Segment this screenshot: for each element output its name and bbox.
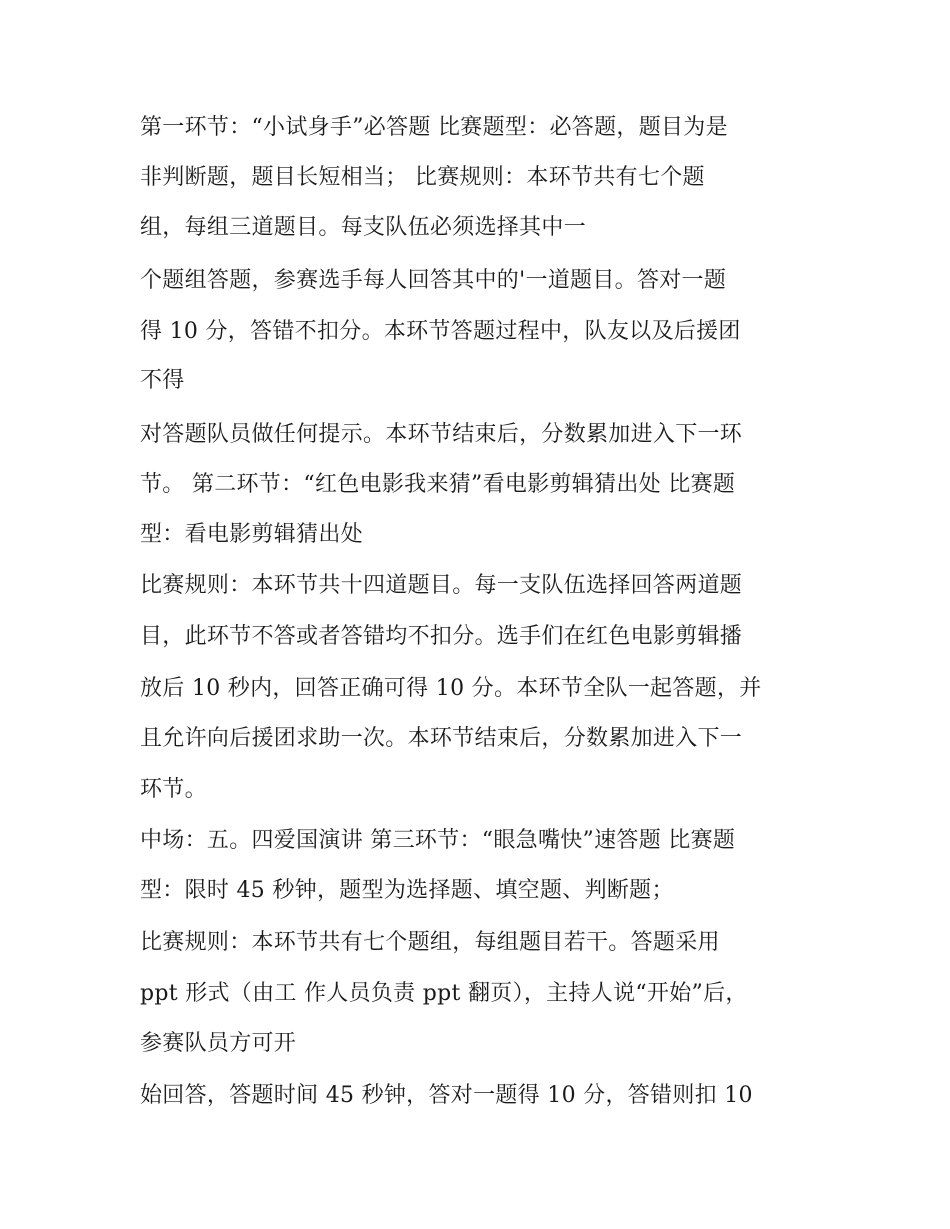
text-line-9: 型：看电影剪辑猜出处 [140, 522, 364, 547]
text-line-15: 中场：五。四爱国演讲 第三环节：“眼急嘴快”速答题 比赛题 [140, 828, 736, 853]
text-line-20: 始回答，答题时间 45 秒钟，答对一题得 10 分，答错则扣 10 [140, 1083, 753, 1108]
text-line-5: 得 10 分，答错不扣分。本环节答题过程中，队友以及后援团 [140, 319, 741, 344]
text-line-18: ppt 形式（由工 作人员负责 ppt 翻页），主持人说“开始”后， [140, 981, 748, 1006]
text-line-10: 比赛规则：本环节共十四道题目。每一支队伍选择回答两道题 [140, 573, 743, 598]
text-line-13: 且允许向后援团求助一次。本环节结束后，分数累加进入下一 [140, 726, 743, 751]
text-line-2: 非判断题，题目长短相当； 比赛规则：本环节共有七个题 [140, 165, 705, 190]
text-line-7: 对答题队员做任何提示。本环节结束后，分数累加进入下一环 [140, 422, 743, 447]
text-line-1: 第一环节：“小试身手”必答题 比赛题型：必答题，题目为是 [140, 115, 728, 140]
text-line-4: 个题组答题，参赛选手每人回答其中的'一道题目。答对一题 [140, 268, 727, 293]
text-line-3: 组，每组三道题目。每支队伍必须选择其中一 [140, 215, 587, 240]
text-line-8: 节。 第二环节：“红色电影我来猜”看电影剪辑猜出处 比赛题 [140, 472, 736, 497]
text-line-12: 放后 10 秒内，回答正确可得 10 分。本环节全队一起答题，并 [140, 676, 762, 701]
text-line-11: 目，此环节不答或者答错均不扣分。选手们在红色电影剪辑播 [140, 624, 743, 649]
text-line-6: 不得 [140, 368, 185, 393]
text-line-19: 参赛队员方可开 [140, 1031, 297, 1056]
text-line-16: 型：限时 45 秒钟，题型为选择题、填空题、判断题； [140, 878, 674, 903]
text-line-14: 环节。 [140, 777, 207, 802]
text-line-17: 比赛规则：本环节共有七个题组，每组题目若干。答题采用 [140, 930, 720, 955]
